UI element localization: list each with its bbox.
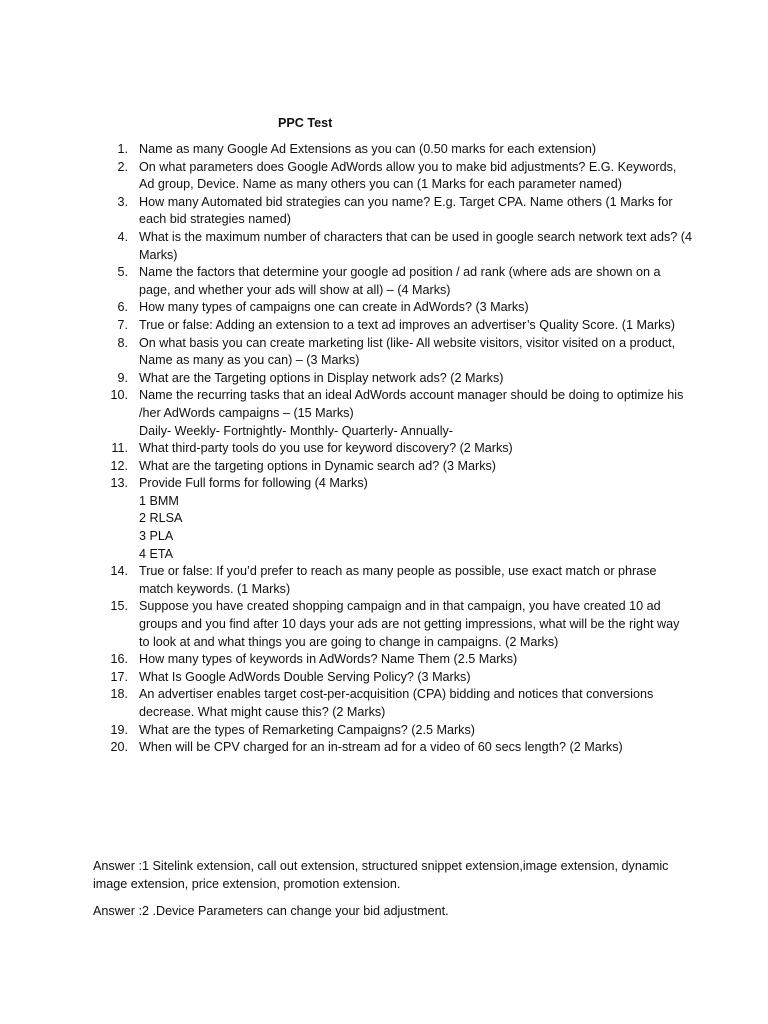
question-number: 10. [110, 388, 128, 403]
question-text: What are the Targeting options in Display network ads? (2 Marks) [139, 370, 504, 385]
question-item [93, 194, 693, 229]
question-text: An advertiser enables target cost-per-acquisition (CPA) bidding and notices that conversions decrease. What might cause this? (2 Marks) [139, 687, 654, 719]
question-number: 17. [110, 669, 128, 684]
question-number: 18. [110, 687, 128, 702]
question-subline: Daily- Weekly- Fortnightly- Monthly- Quarterly- Annually- [139, 423, 454, 438]
question-number: 9. [117, 370, 128, 385]
question-item [93, 563, 693, 598]
question-item [93, 669, 693, 687]
question-text: What are the targeting options in Dynamic search ad? (3 Marks) [139, 458, 496, 473]
question-number: 6. [117, 300, 128, 315]
question-text: When will be CPV charged for an in-stream ad for a video of 60 secs length? (2 Marks) [139, 740, 623, 755]
question-item [93, 651, 693, 669]
question-text: How many types of keywords in AdWords? Name Them (2.5 Marks) [139, 652, 518, 667]
question-item [93, 299, 693, 317]
question-text: True or false: If you’d prefer to reach as many people as possible, use exact match or phrase match keywords. (1 Marks) [139, 564, 657, 596]
question-text: Suppose you have created shopping campaign and in that campaign, you have created 10 ad groups and you find after 10 days your ads are not getting impressions, what will be the right way to look at and what things you are going to change in campaigns. (2 Marks) [139, 599, 680, 649]
question-item [93, 686, 693, 721]
question-text: What are the types of Remarketing Campaigns? (2.5 Marks) [139, 722, 475, 737]
question-item [93, 317, 693, 335]
question-number: 1. [117, 142, 128, 156]
question-number: 4. [117, 229, 128, 244]
question-number: 11. [111, 441, 128, 456]
question-subline: 4 ETA [139, 546, 174, 561]
question-number: 20. [110, 740, 128, 755]
question-text: On what basis you can create marketing list (like- All website visitors, visitor visited on a product, Name as many as you can) – (3 Marks) [139, 335, 676, 368]
question-number: 19. [110, 722, 128, 737]
question-text: How many types of campaigns one can create in AdWords? (3 Marks) [139, 300, 529, 315]
question-text: Name as many Google Ad Extensions as you can (0.50 marks for each extension) [139, 142, 597, 156]
question-text: What Is Google AdWords Double Serving Policy? (3 Marks) [139, 669, 471, 684]
question-number: 7. [117, 317, 128, 332]
question-text: Name the factors that determine your google ad position / ad rank (where ads are shown on a page, and whether your ads will show at all) – (4 Marks) [139, 265, 661, 297]
question-text: Provide Full forms for following (4 Marks) [139, 476, 368, 491]
question-text: On what parameters does Google AdWords allow you to make bid adjustments? E.G. Keywords, Ad group, Device. Name as many others you can (1 Marks for each parameter named) [139, 159, 677, 192]
question-list [93, 141, 693, 757]
question-item [93, 475, 693, 563]
question-subline: 2 RLSA [139, 511, 183, 526]
document-title: PPC Test [278, 116, 333, 130]
question-item [93, 739, 693, 757]
question-text: What third-party tools do you use for keyword discovery? (2 Marks) [139, 441, 513, 456]
question-number: 2. [117, 159, 128, 174]
question-text: Name the recurring tasks that an ideal AdWords account manager should be doing to optimize his /her AdWords campaigns – (15 Marks) [139, 388, 684, 420]
question-text: How many Automated bid strategies can you name? E.g. Target CPA. Name others (1 Marks for each bid strategies named) [139, 194, 673, 227]
question-number: 14. [110, 564, 128, 579]
question-number: 12. [110, 458, 128, 473]
question-number: 3. [117, 194, 128, 209]
answer-paragraph: Answer :1 Sitelink extension, call out extension, structured snippet extension,image extension, dynamic image extension, price extension, promotion extension. [93, 859, 669, 891]
question-item [93, 440, 693, 458]
question-item [93, 229, 693, 264]
question-item [93, 458, 693, 476]
question-item [93, 141, 693, 159]
question-subline: 3 PLA [139, 529, 174, 544]
question-item [93, 335, 693, 370]
question-subline: 1 BMM [139, 493, 179, 508]
question-item [93, 387, 693, 440]
answer-paragraph: Answer :2 .Device Parameters can change your bid adjustment. [93, 904, 449, 919]
question-number: 16. [110, 652, 128, 667]
question-item [93, 370, 693, 388]
answer-section [93, 858, 693, 931]
question-text: True or false: Adding an extension to a text ad improves an advertiser’s Quality Score. (1 Marks) [139, 317, 675, 332]
question-item [93, 264, 693, 299]
question-item [93, 598, 693, 651]
question-text: What is the maximum number of characters that can be used in google search network text ads? (4 Marks) [139, 229, 692, 262]
question-number: 8. [117, 335, 128, 350]
question-item [93, 722, 693, 740]
question-item [93, 159, 693, 194]
question-number: 5. [117, 265, 128, 280]
question-number: 13. [110, 476, 128, 491]
question-number: 15. [110, 599, 128, 614]
